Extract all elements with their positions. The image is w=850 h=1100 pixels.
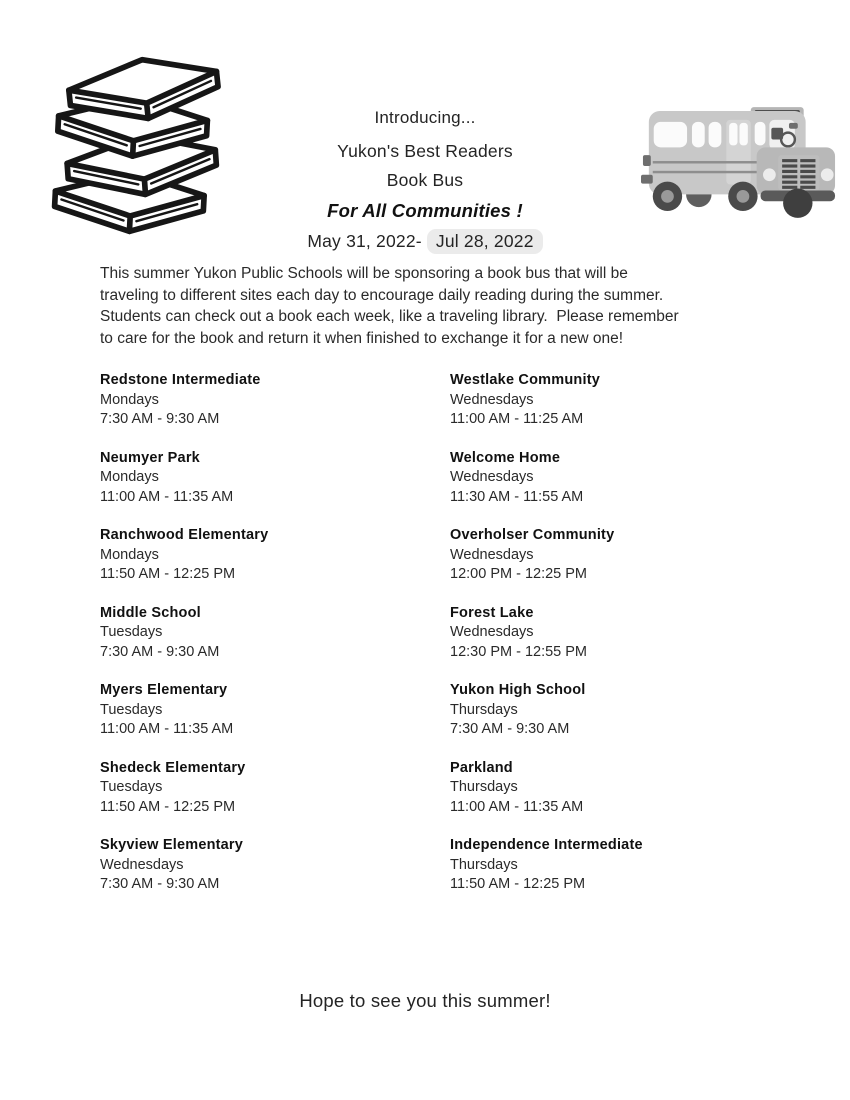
intro-paragraph-line: This summer Yukon Public Schools will be sponsoring a book bus that will be xyxy=(100,265,628,282)
location-time: 11:00 AM - 11:35 AM xyxy=(450,798,584,815)
location-time: 7:30 AM - 9:30 AM xyxy=(100,411,220,427)
location-time: 11:00 AM - 11:35 AM xyxy=(100,721,234,737)
location-name: Shedeck Elementary xyxy=(100,759,246,776)
flyer-title-line2: Book Bus xyxy=(386,170,464,190)
schedule-entry xyxy=(100,836,450,895)
schedule-entry xyxy=(100,681,450,740)
location-day: Wednesdays xyxy=(100,856,184,873)
intro-paragraph-line: Students can check out a book each week, like a traveling library. Please remember xyxy=(100,308,679,325)
location-day: Wednesdays xyxy=(450,391,534,408)
location-day: Thursdays xyxy=(450,701,518,718)
schedule-entry xyxy=(100,371,450,430)
location-day: Wednesdays xyxy=(450,469,534,485)
schedule-entry xyxy=(100,449,450,508)
location-day: Tuesdays xyxy=(100,701,163,718)
intro-line: Introducing... xyxy=(374,108,476,127)
schedule-right-column xyxy=(450,371,800,914)
location-time: 11:30 AM - 11:55 AM xyxy=(450,488,584,505)
location-time: 7:30 AM - 9:30 AM xyxy=(450,721,570,737)
location-name: Middle School xyxy=(100,604,201,621)
location-name: Overholser Community xyxy=(450,527,615,543)
location-day: Tuesdays xyxy=(100,779,163,795)
schedule-left-column xyxy=(100,371,450,914)
location-name: Parkland xyxy=(450,759,513,776)
location-day: Wednesdays xyxy=(450,546,534,563)
location-name: Yukon High School xyxy=(450,682,586,698)
location-day: Wednesdays xyxy=(450,624,534,640)
location-day: Tuesdays xyxy=(100,624,163,640)
schedule-entry xyxy=(100,604,450,663)
schedule-entry xyxy=(450,681,800,740)
location-name: Neumyer Park xyxy=(100,449,200,466)
location-day: Mondays xyxy=(100,391,159,408)
location-name: Independence Intermediate xyxy=(450,837,643,853)
schedule-entry xyxy=(450,836,800,895)
schedule xyxy=(100,371,850,914)
location-day: Thursdays xyxy=(450,779,518,795)
location-time: 11:00 AM - 11:25 AM xyxy=(450,411,584,427)
location-name: Myers Elementary xyxy=(100,682,228,698)
location-time: 12:00 PM - 12:25 PM xyxy=(450,566,588,582)
location-name: Redstone Intermediate xyxy=(100,372,261,388)
intro-paragraph xyxy=(100,263,760,349)
location-time: 11:50 AM - 12:25 PM xyxy=(100,798,236,815)
location-name: Skyview Elementary xyxy=(100,837,244,853)
intro-paragraph-line: traveling to different sites each day to encourage daily reading during the summer. xyxy=(100,286,664,304)
location-time: 11:00 AM - 11:35 AM xyxy=(100,488,234,505)
date-end-highlight: Jul 28, 2022 xyxy=(427,229,543,254)
location-time: 11:50 AM - 12:25 PM xyxy=(450,876,586,892)
flyer-title-line1: Yukon's Best Readers xyxy=(337,141,513,161)
schedule-entry xyxy=(450,449,800,508)
school-bus-icon xyxy=(641,104,837,222)
location-time: 11:50 AM - 12:25 PM xyxy=(100,566,236,582)
intro-paragraph-line: to care for the book and return it when finished to exchange it for a new one! xyxy=(100,329,624,347)
location-day: Mondays xyxy=(100,546,159,563)
location-name: Westlake Community xyxy=(450,372,600,388)
location-day: Thursdays xyxy=(450,856,518,873)
location-day: Mondays xyxy=(100,469,159,485)
schedule-entry xyxy=(450,526,800,585)
schedule-entry xyxy=(450,604,800,663)
flyer-header xyxy=(0,0,850,263)
flyer-tagline: For All Communities ! xyxy=(327,200,523,221)
location-name: Ranchwood Elementary xyxy=(100,527,269,543)
schedule-entry xyxy=(100,526,450,585)
location-time: 12:30 PM - 12:55 PM xyxy=(450,643,588,660)
location-name: Forest Lake xyxy=(450,604,534,621)
footer-message: Hope to see you this summer! xyxy=(299,989,551,1011)
date-start: May 31, 2022- xyxy=(307,231,422,251)
schedule-entry xyxy=(450,371,800,430)
location-time: 7:30 AM - 9:30 AM xyxy=(100,643,220,660)
books-stack-icon xyxy=(46,48,238,238)
schedule-entry xyxy=(100,759,450,818)
location-name: Welcome Home xyxy=(450,449,561,466)
schedule-entry xyxy=(450,759,800,818)
location-time: 7:30 AM - 9:30 AM xyxy=(100,876,220,892)
